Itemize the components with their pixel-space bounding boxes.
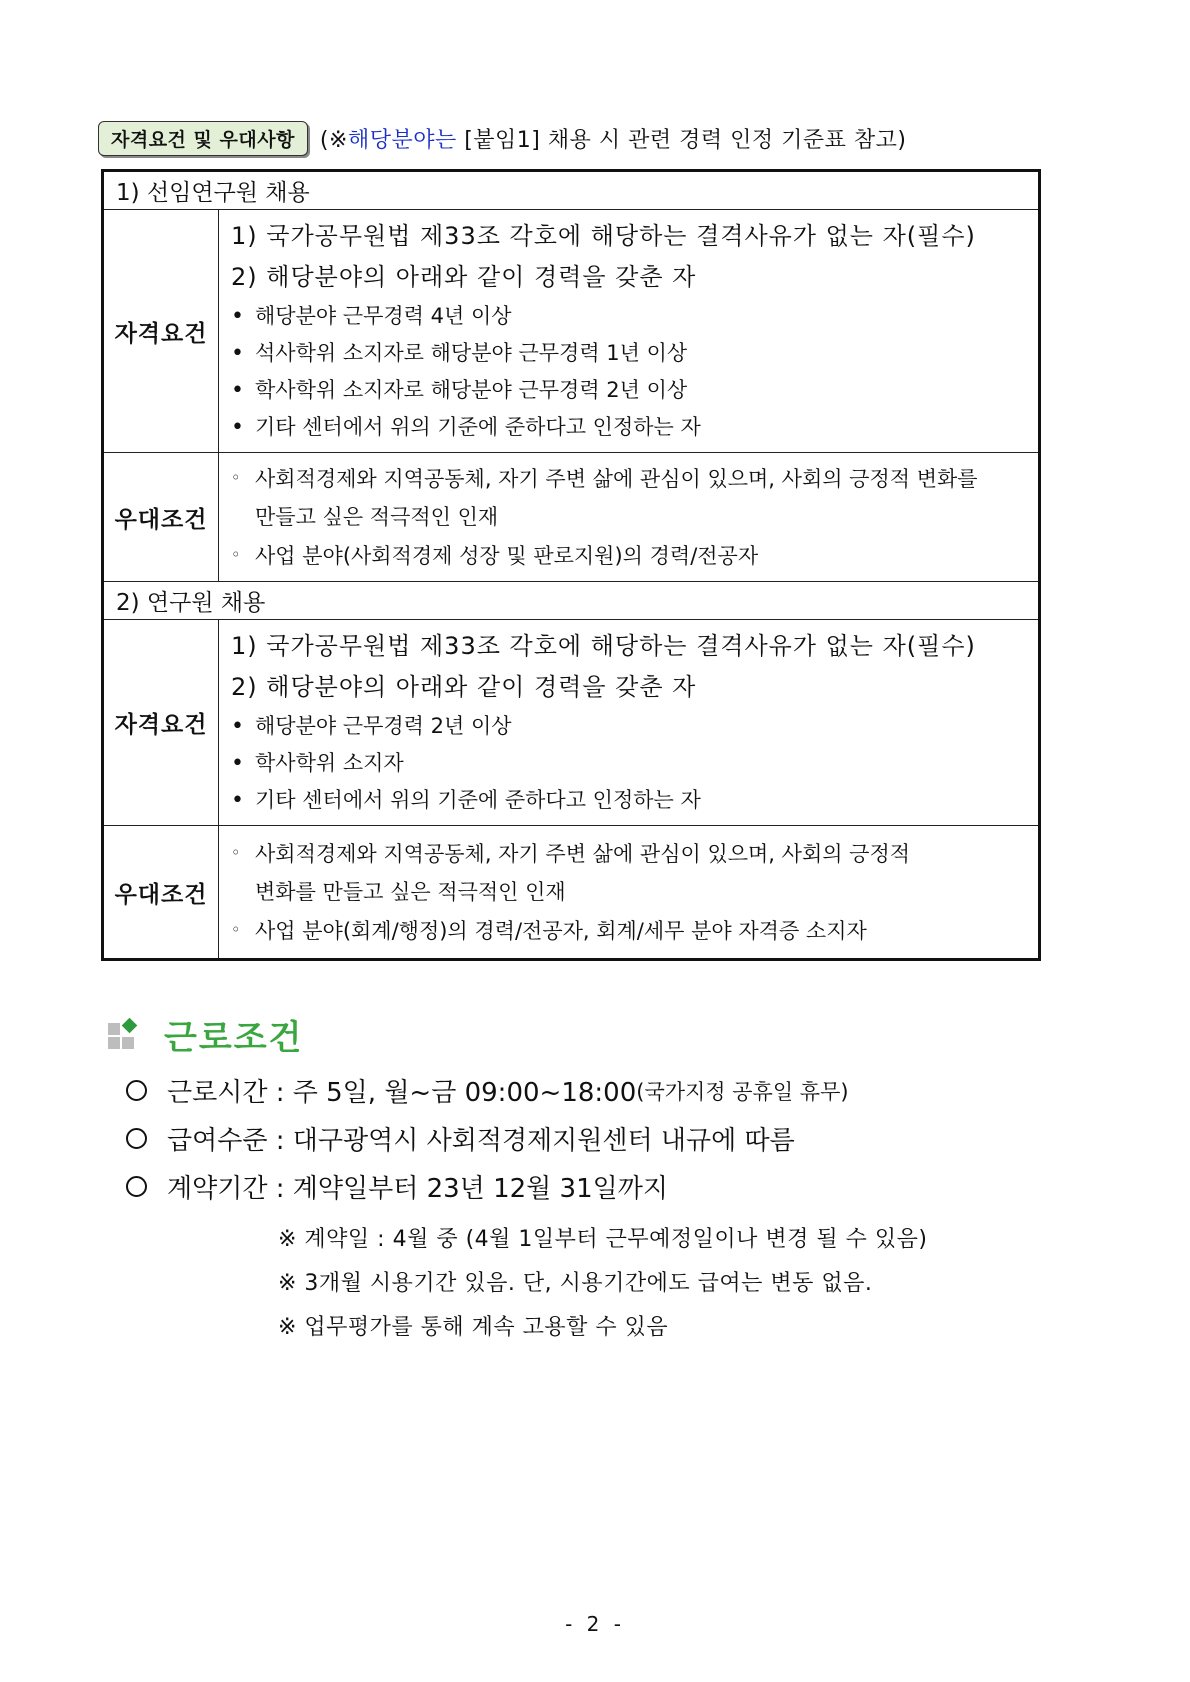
pref-text: 사업 분야(회계/행정)의 경력/전공자, 회계/세무 분야 자격증 소지자: [255, 919, 867, 943]
note-rest: [붙임1] 채용 시 관련 경력 인정 기준표 참고): [456, 128, 907, 153]
bullet-dot: •: [231, 714, 244, 739]
researcher-qual-item: 2) 해당분야의 아래와 같이 경력을 갖춘 자: [231, 673, 697, 701]
bullet-dot: •: [231, 751, 244, 776]
researcher-qual-bullet: [231, 782, 1026, 819]
researcher-qual-content: [219, 620, 1040, 826]
bullet-dot: •: [231, 304, 244, 329]
qualification-header: [98, 121, 906, 156]
senior-pref-item: [231, 536, 1026, 575]
senior-qual-bullet: [231, 335, 1026, 372]
pref-text: 사회적경제와 지역공동체, 자기 주변 삶에 관심이 있으며, 사회의 긍정적 변화를: [255, 467, 978, 491]
contract-text: 계약기간 : 계약일부터 23년 12월 31일까지: [167, 1174, 668, 1204]
bullet-text: 학사학위 소지자: [255, 751, 404, 775]
pref-text: 사업 분야(사회적경제 성장 및 판로지원)의 경력/전공자: [255, 544, 759, 568]
researcher-qual-item: 1) 국가공무원법 제33조 각호에 해당하는 결격사유가 없는 자(필수): [231, 632, 976, 660]
salary-item: [126, 1120, 795, 1157]
researcher-pref-label: 우대조건: [103, 826, 219, 960]
researcher-qual-bullet: [231, 708, 1026, 745]
circle-bullet-icon: [126, 1128, 147, 1149]
researcher-section-header: [103, 582, 1040, 620]
circle-dot: ◦: [231, 545, 241, 564]
contract-memo: ※ 업무평가를 통해 계속 고용할 수 있음: [278, 1315, 669, 1340]
circle-bullet-icon: [126, 1080, 147, 1101]
circle-dot: ◦: [231, 468, 241, 487]
bullet-text: 학사학위 소지자로 해당분야 근무경력 2년 이상: [255, 378, 688, 402]
researcher-pref-item: [231, 834, 1026, 873]
researcher-title: 2) 연구원 채용: [103, 582, 1040, 620]
senior-qual-bullet: [231, 298, 1026, 335]
section-bullet-icon: [108, 1020, 138, 1050]
researcher-preference-row: [103, 826, 1040, 960]
bullet-text: 기타 센터에서 위의 기준에 준하다고 인정하는 자: [255, 788, 701, 812]
salary-text: 급여수준 : 대구광역시 사회적경제지원센터 내규에 따름: [167, 1126, 795, 1156]
reference-note: [320, 123, 907, 154]
work-conditions-title: 근로조건: [164, 1018, 304, 1058]
note-highlight: 해당분야는: [347, 128, 457, 153]
senior-qualification-row: [103, 210, 1040, 453]
contract-item: [126, 1168, 668, 1205]
bullet-text: 석사학위 소지자로 해당분야 근무경력 1년 이상: [255, 341, 688, 365]
researcher-qualification-row: [103, 620, 1040, 826]
note-open: (※: [319, 128, 348, 153]
senior-pref-continuation: 만들고 싶은 적극적인 인재: [255, 505, 499, 529]
researcher-pref-item: [231, 911, 1026, 950]
senior-preference-row: [103, 453, 1040, 582]
bullet-dot: •: [231, 788, 244, 813]
bullet-dot: •: [231, 341, 244, 366]
senior-qual-item: 1) 국가공무원법 제33조 각호에 해당하는 결격사유가 없는 자(필수): [231, 222, 976, 250]
work-hours-item: [126, 1072, 849, 1109]
senior-qual-item: 2) 해당분야의 아래와 같이 경력을 갖춘 자: [231, 263, 697, 291]
senior-title: 1) 선임연구원 채용: [103, 171, 1040, 210]
researcher-pref-content: [219, 826, 1040, 960]
senior-qual-label: 자격요건: [103, 210, 219, 453]
bullet-text: 기타 센터에서 위의 기준에 준하다고 인정하는 자: [255, 415, 701, 439]
researcher-pref-continuation: 변화를 만들고 싶은 적극적인 인재: [255, 880, 566, 904]
circle-bullet-icon: [126, 1176, 147, 1197]
pref-text: 사회적경제와 지역공동체, 자기 주변 삶에 관심이 있으며, 사회의 긍정적: [255, 842, 911, 866]
senior-pref-label: 우대조건: [103, 453, 219, 582]
work-hours-note: (국가지정 공휴일 휴무): [636, 1079, 849, 1104]
senior-pref-item: [231, 459, 1026, 498]
contract-memo: ※ 계약일 : 4월 중 (4월 1일부터 근무예정일이나 변경 될 수 있음): [278, 1227, 928, 1252]
researcher-qual-label: 자격요건: [103, 620, 219, 826]
work-conditions-heading: [108, 1010, 303, 1059]
bullet-text: 해당분야 근무경력 2년 이상: [255, 714, 512, 738]
section-badge: 자격요건 및 우대사항: [98, 121, 308, 156]
requirements-table: [101, 169, 1041, 961]
bullet-dot: •: [231, 415, 244, 440]
bullet-text: 해당분야 근무경력 4년 이상: [255, 304, 512, 328]
circle-dot: ◦: [231, 920, 241, 939]
senior-qual-bullet: [231, 372, 1026, 409]
circle-dot: ◦: [231, 843, 241, 862]
contract-memo: ※ 3개월 시용기간 있음. 단, 시용기간에도 급여는 변동 없음.: [278, 1271, 873, 1296]
senior-qual-bullet: [231, 409, 1026, 446]
senior-section-header: [103, 171, 1040, 210]
page-number: - 2 -: [565, 1612, 625, 1636]
senior-qual-content: [219, 210, 1040, 453]
senior-pref-content: [219, 453, 1040, 582]
work-hours-text: 근로시간 : 주 5일, 월~금 09:00~18:00: [167, 1078, 637, 1108]
researcher-qual-bullet: [231, 745, 1026, 782]
bullet-dot: •: [231, 378, 244, 403]
